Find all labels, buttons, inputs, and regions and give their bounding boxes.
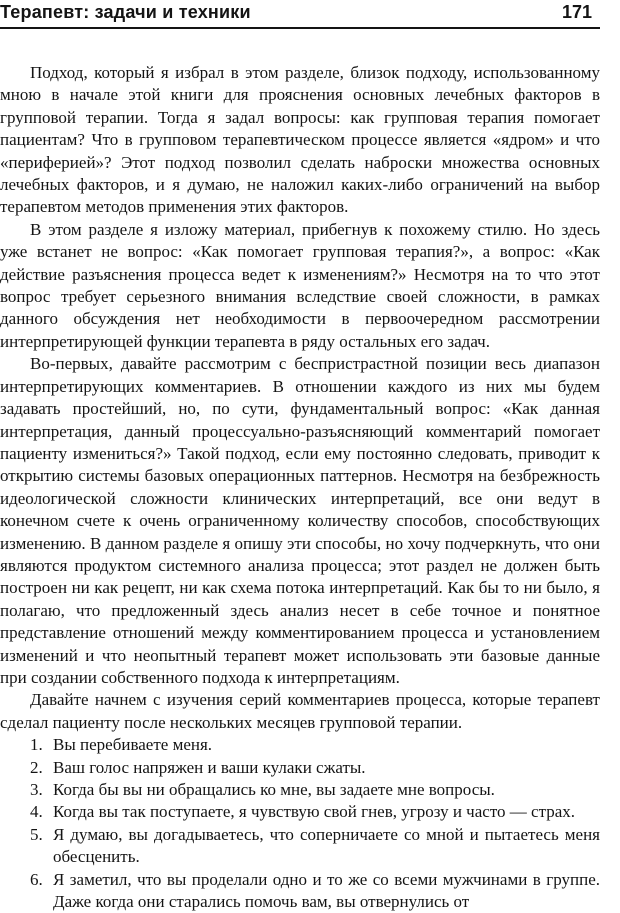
- running-title: Терапевт: задачи и техники: [0, 2, 251, 22]
- paragraph: Подход, который я избрал в этом разделе, близок подходу, использованному мною в начале этой книги для прояснения основных лечебных факторов в групповой терапии. Тогда я задал вопросы: как групповая терапия помогает пациентам? Что в групповом терапевтическом процессе является «ядром» и что «периферией»? Этот подход позволил сделать наброски множества основных лечебных факторов, и я думаю, не наложил каких-либо ограничений на выбор терапевтом методов применения этих факторов.: [0, 63, 600, 217]
- list-item: [0, 757, 600, 779]
- body-text: [0, 62, 600, 913]
- list-item-text: Ваш голос напряжен и ваши кулаки сжаты.: [53, 757, 366, 777]
- list-item: [0, 779, 600, 801]
- paragraph: В этом разделе я изложу материал, прибегнув к похожему стилю. Но здесь уже встанет не вопрос: «Как помогает групповая терапия?», а вопрос: «Как действие разъяснения процесса ведет к изменениям?» Несмотря на то что этот вопрос требует серьезного внимания вследствие своей сложности, в рамках данного обсуждения нет необходимости в первоочередном рассмотрении интерпретирующей функции терапевта в ряду остальных его задач.: [0, 219, 600, 351]
- list-item-number: 2.: [30, 757, 43, 777]
- list-item-number: 6.: [30, 869, 43, 889]
- list-item: [0, 869, 600, 913]
- page-header: [0, 0, 620, 36]
- header-rule: [0, 27, 600, 29]
- paragraph: Давайте начнем с изучения серий комментариев процесса, которые терапевт сделал пациенту после нескольких месяцев групповой терапии.: [0, 690, 600, 732]
- list-item-number: 5.: [30, 824, 43, 844]
- comment-list: [0, 734, 600, 913]
- list-item: [0, 824, 600, 869]
- list-item-number: 1.: [30, 735, 43, 755]
- list-item: [0, 801, 600, 823]
- list-item-number: 4.: [30, 802, 43, 822]
- list-item-text: Вы перебиваете меня.: [53, 735, 213, 755]
- list-item-number: 3.: [30, 780, 43, 799]
- paragraph: Во-первых, давайте рассмотрим с беспристрастной позиции весь диапазон интерпретирующих комментариев. В отношении каждого из них мы будем задавать простейший, но, по сути, фундаментальный вопрос: «Как данная интерпретация, данный процессуально-разъясняющий комментарий помогает пациенту измениться?» Такой подход, если ему постоянно следовать, приводит к открытию системы базовых операционных паттернов. Несмотря на безбрежность идеологической сложности клинических интерпретаций, все они ведут в конечном счете к очень ограниченному количеству способов, способствующих изменению. В данном разделе я опишу эти способы, но хочу подчеркнуть, что они являются продуктом системного анализа процесса; этот раздел не должен быть построен ни как рецепт, ни как схема потока интерпретаций. Как бы то ни было, я полагаю, что предложенный здесь анализ несет в себе точное и понятное представление отношений между комментированием процесса и установлением изменений и что неопытный терапевт может использовать эти базовые данные при создании собственного подхода к интерпретациям.: [0, 354, 600, 687]
- list-item-text: Когда бы вы ни обращались ко мне, вы задаете мне вопросы.: [53, 780, 495, 799]
- list-item: [0, 734, 600, 756]
- list-item-text: Когда вы так поступаете, я чувствую свой гнев, угрозу и часто — страх.: [53, 802, 576, 822]
- page-number: 171: [561, 2, 592, 22]
- list-item-text: Я думаю, вы догадываетесь, что соперничаете со мной и пытаетесь меня обесценить.: [53, 824, 600, 867]
- list-item-text: Я заметил, что вы проделали одно и то же со всеми мужчинами в группе. Даже когда они старались помочь вам, вы отвернулись от: [53, 869, 600, 912]
